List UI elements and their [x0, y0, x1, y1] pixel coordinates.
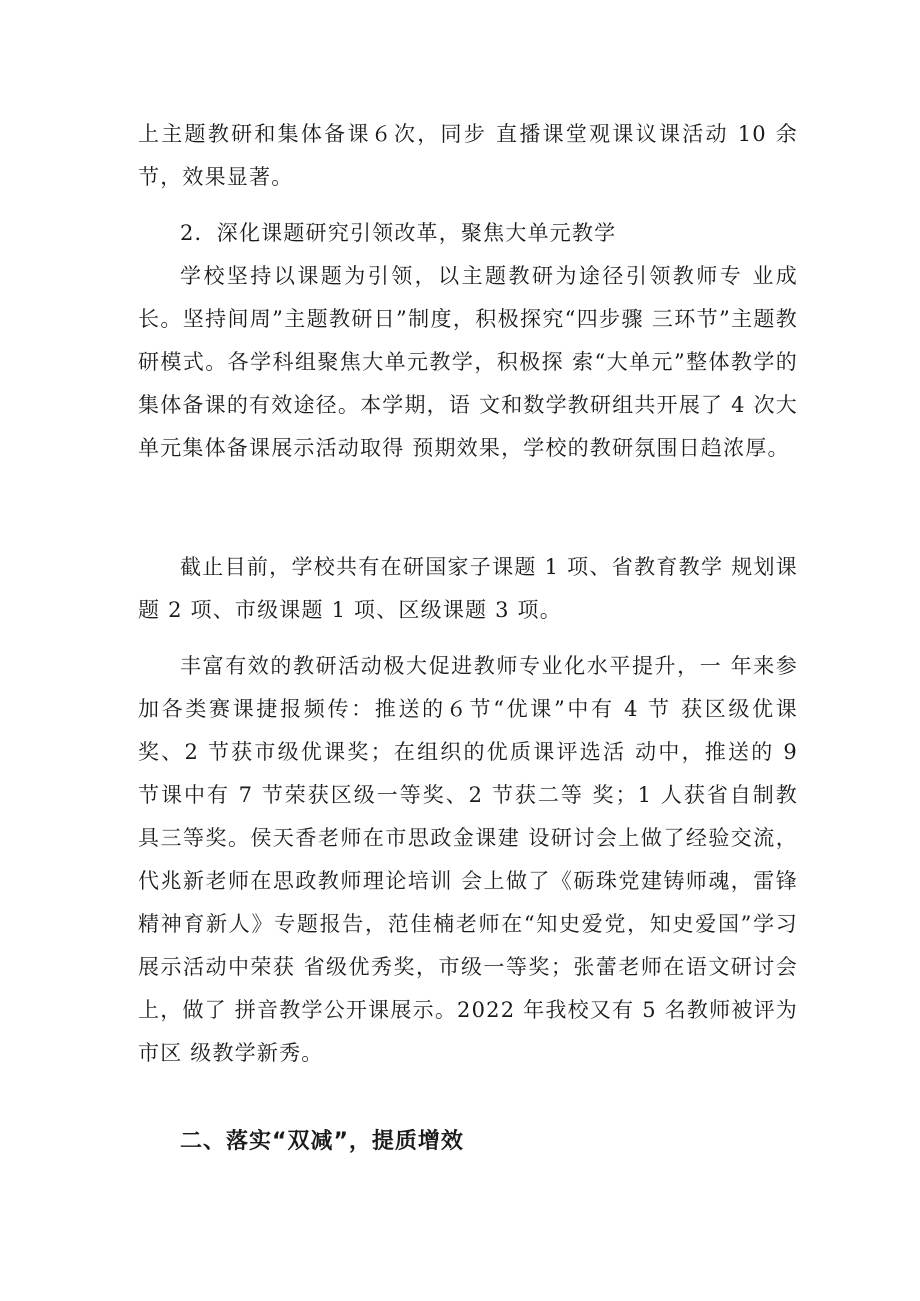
paragraph-achievements [138, 645, 798, 1075]
section-heading-double-reduction: 二、落实“双减”，提质增效 [180, 1129, 464, 1154]
section-2-title: 2．深化课题研究引领改革，聚焦大单元教学 [180, 221, 617, 245]
continuation-text: 上主题教研和集体备课６次，同步 直播课堂观课议课活动 10 余节，效果显著。 [138, 122, 798, 189]
paragraph-projects-text: 截止目前，学校共有在研国家子课题 1 项、省教育教学 规划课题 2 项、市级课题 1 项、区级课题 3 项。 [138, 555, 798, 622]
paragraph-research [138, 255, 798, 470]
paragraph-achievements-text: 丰富有效的教研活动极大促进教师专业化水平提升，一 年来参加各类赛课捷报频传：推送的６节“优课”中有 4 节 获区级优课奖、2 节获市级优课奖；在组织的优质课评选活 动中，推送的 9 节课中有 7 节荣获区级一等奖、2 节获二等 奖；1 人获省自制教具三等奖。侯天香老师在市思政金课建 设研讨会上做了经验交流，代兆新老师在思政教师理论培训 会上做了《砺珠党建铸师魂，雷锋精神育新人》专题报告，范佳楠老师在“知史爱党，知史爱国”学习展示活动中荣获 省级优秀奖，市级一等奖；张蕾老师在语文研讨会上，做了 拼音教学公开课展示。2022 年我校又有 5 名教师被评为市区 级教学新秀。 [138, 654, 798, 1065]
paragraph-research-text: 学校坚持以课题为引领，以主题教研为途径引领教师专 业成长。坚持间周”主题教研日”制度，积极探究“四步骤 三环节”主题教研模式。各学科组聚焦大单元教学，积极探 索“大单元”整体教学的集体备课的有效途径。本学期，语 文和数学教研组共开展了 4 次大单元集体备课展示活动取得 预期效果，学校的教研氛围日趋浓厚。 [138, 264, 798, 460]
continuation-paragraph [138, 113, 798, 199]
paragraph-projects [138, 546, 798, 632]
